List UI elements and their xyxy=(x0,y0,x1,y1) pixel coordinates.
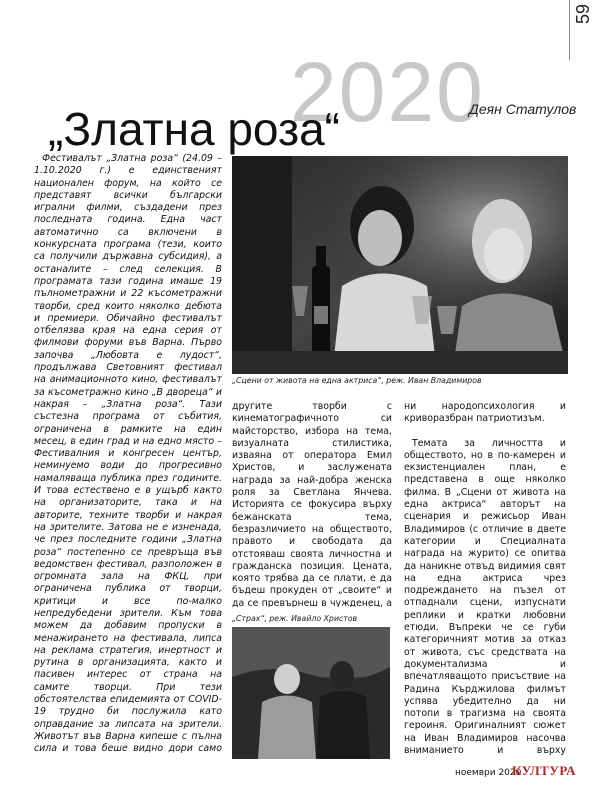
photo-scenes-from-life-of-an-actress xyxy=(232,156,568,374)
paragraph: Темата за личността и обществото, но в по-камерен и екзистенциален план, е представена в още няколко филма. В „Сцени от живота на една актриса“ авторът на сценария и режисьор Иван Владимиров (с отличие в двете категории и Специалната награда на журито) се опитва да наникне отвъд видимия свят на една актриса чрез подреждането на пъзел от отпаднали сцени, изпуснати реплики и кратки любовни етюди. Въпреки че се губи категоричният мотив за отказ от живота, със средствата на документализма и впечатляващото присъствие на Радина Кърджилова филмът успява убедително да ни потопи в трагизма на своята героиня. Оригиналният сюжет на Иван Владимиров насочва вниманието и върху xyxy=(404,437,566,757)
page-number-rule xyxy=(569,0,570,60)
article-column-2 xyxy=(232,401,392,607)
paragraph: ни народопсихология и криворазбран патриотизъм. xyxy=(404,401,566,425)
paragraph: другите творби с кинематографичното си майсторство, избора на тема, визуалната стилистика, изваяна от оператора Емил Христов, и заслужената награда за най-добра женска роля за Светлана Янчева. Историята се фокусира върху бежанската тема, безразличието на обществото, правото и свободата да отстояваш своята личностна и гражданска позиция. Цената, която трябва да се плати, е да бъдеш прокуден от „своите“ и да се превърнеш в чужденец, a xyxy=(232,401,392,607)
photo-illustration xyxy=(232,156,568,374)
caption-photo-1: „Сцени от живота на една актриса“, реж. Иван Владимиров xyxy=(232,376,482,385)
caption-photo-2: „Страх“, реж. Ивайло Христов xyxy=(232,614,358,623)
magazine-logo: КУЛТУРА xyxy=(512,763,577,778)
photo-fear xyxy=(232,627,390,759)
year-watermark: 2020 xyxy=(290,45,485,139)
article-column-3 xyxy=(404,401,566,757)
paragraph: Фестивалът „Златна роза“ (24.09 – 1.10.2020 г.) е единственият национален форум, на който се представят всички български игрални филми, създадени през последната година. Една част автоматично са включени в конкурсната програма (тези, които са получили държавна субсидия), а останалите – след селекция. В програмата тази година имаше 19 пълнометражни и 22 късометражни творби, сред които няколко дебюта и премиери. Обичайно фестивалът отбелязва края на една серия от филмови форуми във Варна. Първо започва „Любовта е лудост“, продължава Световният фестивал на анимационното кино, фестивалът за късометражно кино „В двореца“ и накрая – „Златна роза“. Тази състезна програма от събития, ограничена в рамките на един месец, в един град и на едно място – Фестивалния и конгресен център, неминуемо води до прогресивно намаляваща публика през годините. И това естествено е в ущърб както на организаторите, така и на авторите, техните творби и накрая на зрителите. Затова не е изненада, че през последните години „Златна роза“ постепенно се превръща във ведомствен фестивал, разположен в огромната зала на ФКЦ, при ограничена публика от творци, критици и все по-малко непредубедени зрители. Към това можем да добавим пропуски в менажирането на фестивала, липса на реклама стратегия, инертност и рутина в организацията, както и пасивен интерес от страна на самите творци. При тези обстоятелства епидемията от COVID-19 трудно би послужила като оправдание за липсата на зрители. Животът във Варна кипеше с пълна сила и това беше видно дори само xyxy=(34,153,222,755)
article-column-1 xyxy=(34,153,222,755)
issue-date: ноември 2020 xyxy=(455,768,522,778)
article-title: „Златна роза“ xyxy=(48,102,340,155)
photo-illustration xyxy=(232,627,390,759)
article-author: Деян Статулов xyxy=(469,101,577,117)
page-number: 59 xyxy=(573,4,593,25)
